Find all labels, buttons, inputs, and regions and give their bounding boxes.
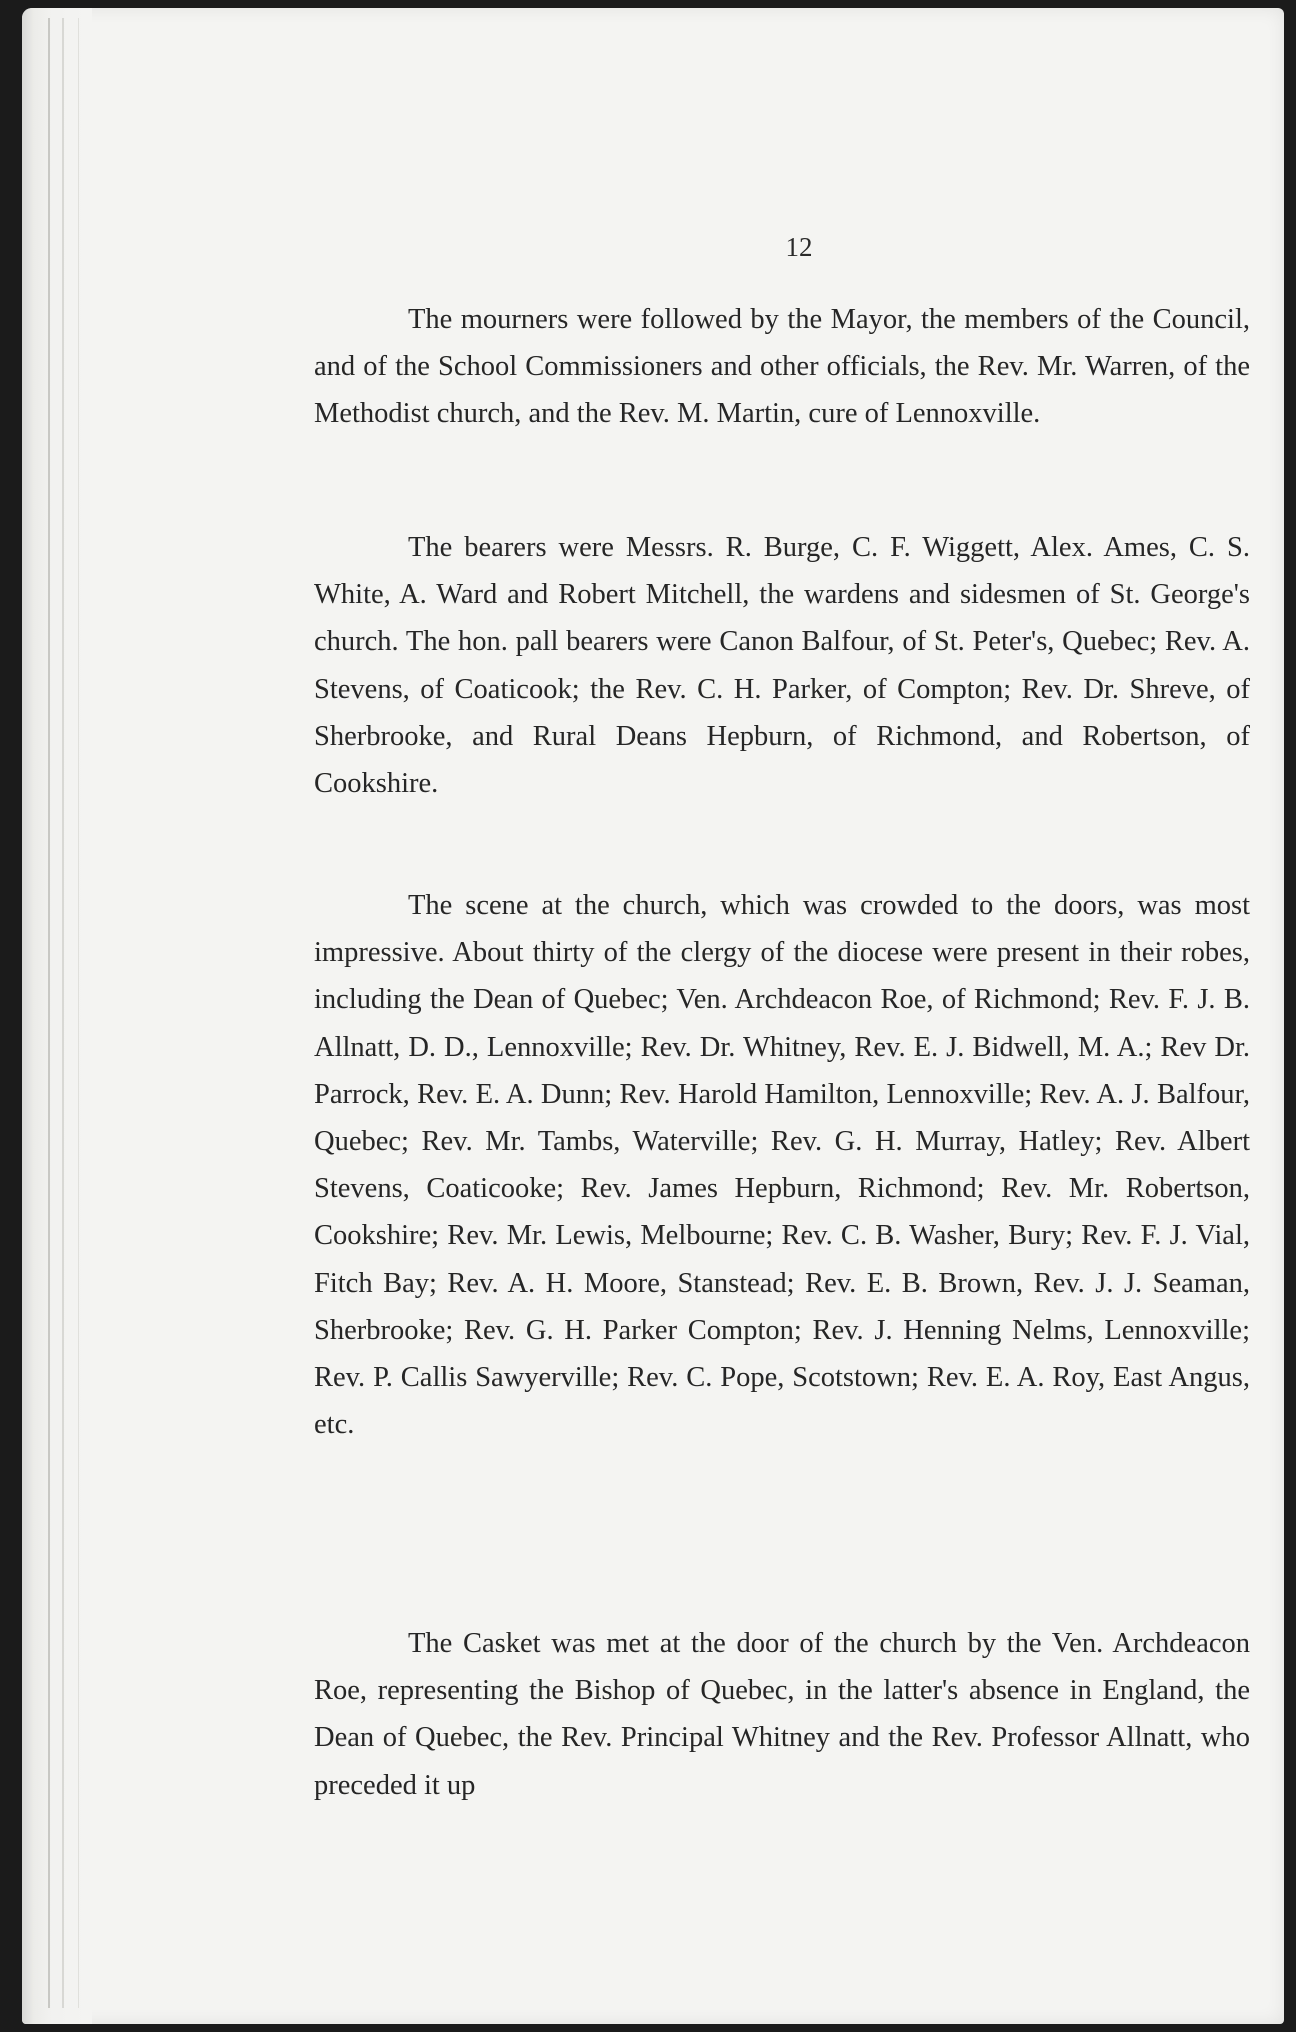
binding-line [48,18,50,2008]
paragraph-text: The Casket was met at the door of the church by the Ven. Archdeacon Roe, representing the Bishop of Quebec, in the latter's absence in England, the Dean of Quebec, the Rev. Principal Whitney and the Rev. Professor Allnatt, who preceded it up [314,1628,1250,1801]
paragraph-church-scene [314,882,1250,1448]
page-binding-edge [22,8,92,2024]
paragraph-mourners [314,296,1250,438]
paragraph-text: The scene at the church, which was crowded to the doors, was most impressive. About thirty of the clergy of the diocese were present in their robes, including the Dean of Quebec; Ven. Archdeacon Roe, of Richmond; Rev. F. J. B. Allnatt, D. D., Lennoxville; Rev. Dr. Whitney, Rev. E. J. Bidwell, M. A.; Rev Dr. Parrock, Rev. E. A. Dunn; Rev. Harold Hamilton, Lennoxville; Rev. A. J. Balfour, Quebec; Rev. Mr. Tambs, Waterville; Rev. G. H. Murray, Hatley; Rev. Albert Stevens, Coaticooke; Rev. James Hepburn, Richmond; Rev. Mr. Robertson, Cookshire; Rev. Mr. Lewis, Melbourne; Rev. C. B. Washer, Bury; Rev. F. J. Vial, Fitch Bay; Rev. A. H. Moore, Stanstead; Rev. E. B. Brown, Rev. J. J. Seaman, Sherbrooke; Rev. G. H. Parker Compton; Rev. J. Henning Nelms, Lennoxville; Rev. P. Callis Sawyerville; Rev. C. Pope, Scotstown; Rev. E. A. Roy, East Angus, etc. [314,890,1250,1441]
paragraph-text: The bearers were Messrs. R. Burge, C. F. Wiggett, Alex. Ames, C. S. White, A. Ward and Robert Mitchell, the wardens and sidesmen of St. George's church. The hon. pall bearers were Canon Balfour, of St. Peter's, Quebec; Rev. A. Stevens, of Coaticook; the Rev. C. H. Parker, of Compton; Rev. Dr. Shreve, of Sherbrooke, and Rural Deans Hepburn, of Richmond, and Robertson, of Cookshire. [314,532,1250,800]
paragraph-casket [314,1620,1250,1809]
paragraph-text: The mourners were followed by the Mayor, the members of the Council, and of the School Commissioners and other officials, the Rev. Mr. Warren, of the Methodist church, and the Rev. M. Martin, cure of Lennoxville. [314,304,1250,430]
binding-line [62,18,64,2008]
paragraph-bearers [314,524,1250,807]
page-number: 12 [785,232,813,262]
binding-line [78,18,79,2008]
